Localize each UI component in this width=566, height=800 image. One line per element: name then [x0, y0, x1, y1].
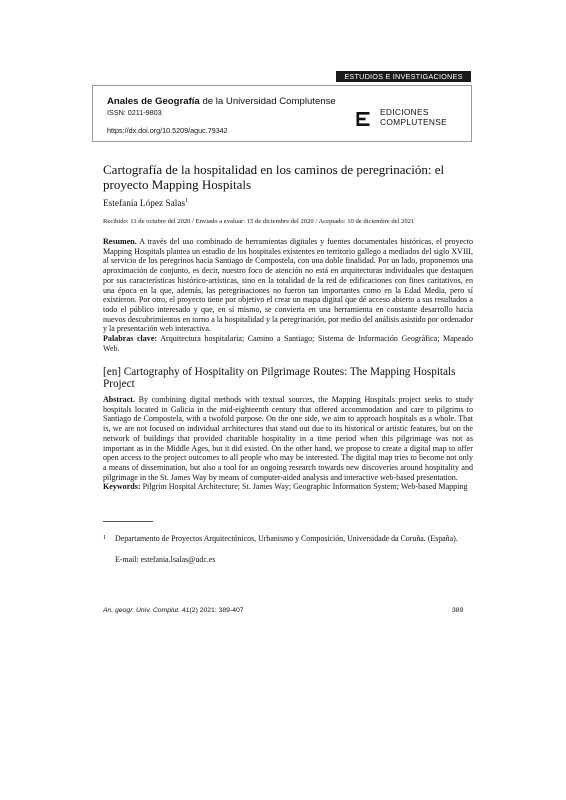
citation-volume: 41(2) 2021: 389-407 [180, 607, 244, 614]
palabras-clave-label: Palabras clave: [103, 334, 158, 344]
journal-name [107, 96, 336, 107]
resumen-label: Resumen. [103, 237, 137, 246]
footnote-divider [103, 521, 153, 522]
keywords-label: Keywords: [103, 482, 141, 492]
journal-name-bold: Anales de Geografía [107, 96, 200, 107]
publisher-name [380, 107, 447, 127]
author-name: Estefanía López Salas [103, 199, 186, 210]
author-footnote-mark: 1 [185, 198, 189, 204]
doi-link[interactable]: https://dx.doi.org/10.5209/aguc.79342 [107, 126, 228, 135]
article-title: Cartografía de la hospitalidad en los caminos de peregrinación: el proyecto Mapping Hospitals [103, 162, 445, 192]
journal-citation [103, 607, 244, 614]
submission-dates: Recibido: 11 de octubre del 2020 / Enviado a evaluar: 15 de diciembre del 2020 / Aceptado: 10 de diciembre del 2021 [103, 218, 415, 225]
resumen-block [103, 237, 473, 354]
article-author [103, 198, 188, 209]
footnote-number: 1 [103, 534, 107, 541]
ediciones-complutense-logo-icon [356, 111, 372, 127]
abstract-text: By combining digital methods with textual sources, the Mapping Hospitals project seeks to study hospitals located in Galicia in the mid-eighteenth century that offered accommodation and care to pilgrims to Santiago de Compostela, with a twofold purpose. On the one side, we aim to approach hospitals as a whole. That is, we are not focused on individual architectures that stand out due to its historical or artistic features, but on the network of buildings that provided charitable hospitality in a time period when this pilgrimage was not as important as in the Middle Ages, but it did existed. On the other hand, we propose to create a digital map to offer open access to the project outcomes to all people who may be interested. The digital map tries to become not only a means of dissemination, but also a tool for an ongoing research towards new discoveries around hospitality and pilgrimage in the St. James Way by means of computer-aided analysis and interactive web-based presentation. [103, 395, 473, 482]
publisher-line-2: COMPLUTENSE [380, 117, 448, 127]
keywords-text: Pilgrim Hospital Architecture; St. James Way; Geographic Information System; Web-based Mapping [140, 482, 468, 492]
issn: ISSN: 0211-9803 [107, 108, 162, 117]
section-tag: ESTUDIOS E INVESTIGACIONES [336, 71, 471, 82]
english-title: [en] Cartography of Hospitality on Pilgrimage Routes: The Mapping Hospitals Project [103, 366, 456, 390]
resumen-text: A través del uso combinado de herramientas digitales y fuentes documentales históricas, el proyecto Mapping Hospitals plantea un estudio de los hospitales existentes en territorio gallego a mediados del siglo XVIII, al servicio de los peregrinos hacia Santiago de Compostela, con una doble finalidad. Por un lado, proponemos una aproximación de conjunto, es decir, nuestro foco de atención no está en arquitecturas individuales que destaquen por sus características histórico-artísticas, sino en la totalidad de la red de edificaciones con fines caritativos, en una época en la que, además, las peregrinaciones no fueron tan importantes como en la Edad Media, pero sí existieron. Por otro, el proyecto tiene por objetivo el crear un mapa digital que dé acceso abierto a sus resultados a todo el público interesado y que, en sí mismo, se convierta en una herramienta en constante desarrollo hacia nuevos descubrimientos en torno a la hospitalidad y la peregrinación, por medio del análisis asistido por ordenador y la presentación web interactiva. [103, 237, 473, 334]
abstract-label: Abstract. [103, 395, 135, 404]
publisher-line-1: EDICIONES [380, 107, 429, 117]
citation-journal: An. geogr. Univ. Complut. [103, 607, 181, 614]
journal-name-rest: de la Universidad Complutense [199, 96, 336, 107]
footnote-email[interactable]: E-mail: estefania.lsalas@udc.es [115, 555, 216, 564]
abstract-block [103, 395, 473, 492]
footnote-text: Departamento de Proyectos Arquitectónicos, Urbanismo y Composición, Universidade da Coruña. (España). [115, 534, 458, 543]
page-number: 389 [452, 607, 464, 614]
palabras-clave-text: Arquitectura hospitalaria; Camino a Santiago; Sistema de Información Geográfica; Mapeado Web. [103, 334, 473, 353]
